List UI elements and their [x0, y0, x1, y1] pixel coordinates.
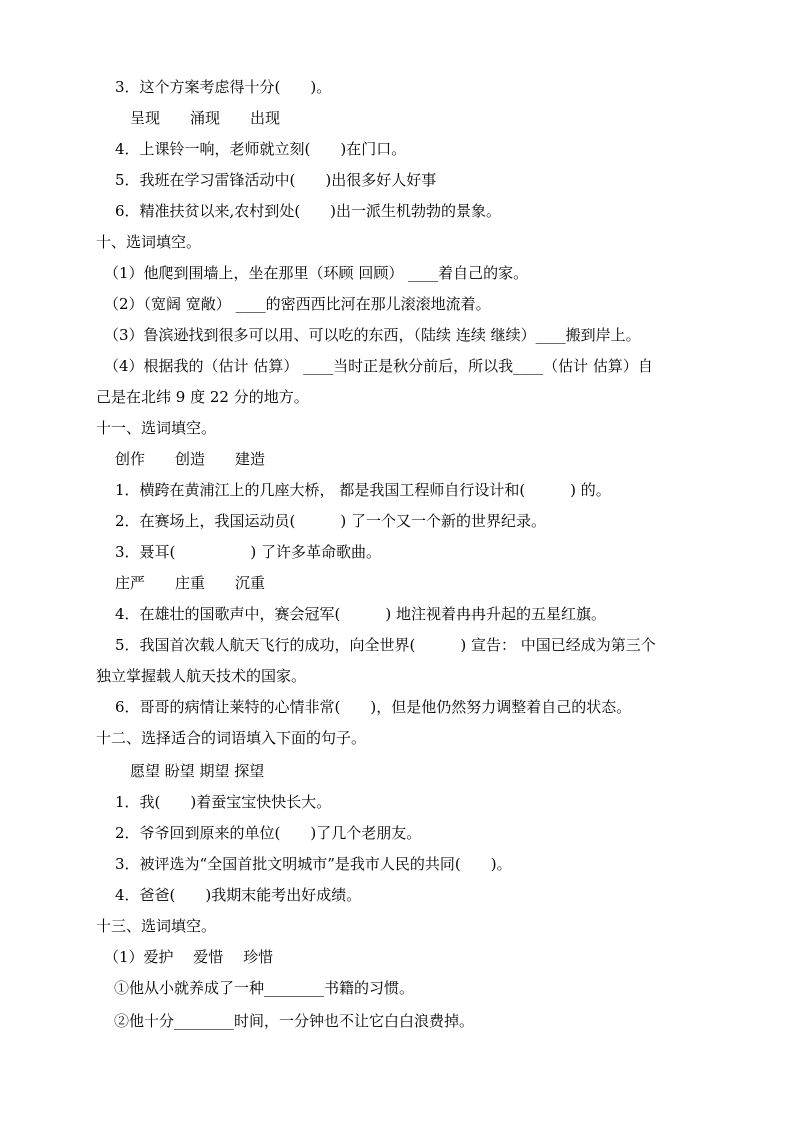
q10-item-2: （2）（宽阔 宽敞） ____的密西西比河在那儿滚滚地流着。	[104, 295, 491, 313]
q13-item-2: ②他十分________时间，一分钟也不让它白白浪费掉。	[114, 1012, 475, 1030]
q12-item-1: 1．我( )着蚕宝宝快快长大。	[115, 793, 332, 811]
word-choices: 创作 创造 建造	[115, 450, 266, 468]
q10-item-1: （1）他爬到围墙上，坐在那里（环顾 回顾） ____着自己的家。	[104, 264, 529, 282]
q11-item-4: 4．在雄壮的国歌声中，赛会冠军( ) 地注视着冉冉升起的五星红旗。	[115, 605, 607, 623]
q13-part-1-choices: （1）爱护 爱惜 珍惜	[104, 948, 274, 966]
q9-item-3: 3．这个方案考虑得十分( )。	[115, 78, 332, 96]
word-choices: 庄严 庄重 沉重	[115, 574, 266, 592]
q11-item-5-cont: 独立掌握载人航天技术的国家。	[96, 667, 307, 685]
q10-item-3: （3）鲁滨逊找到很多可以用、可以吃的东西，（陆续 连续 继续）____搬到岸上。	[104, 326, 641, 344]
q13-item-1: ①他从小就养成了一种________书籍的习惯。	[114, 979, 415, 997]
q9-item-6: 6．精准扶贫以来,农村到处( )出一派生机勃勃的景象。	[115, 202, 502, 220]
section-13-heading: 十三、选词填空。	[96, 917, 217, 935]
q12-item-4: 4．爸爸( )我期末能考出好成绩。	[115, 886, 362, 904]
q10-item-4: （4）根据我的（估计 估算） ____当时正是秋分前后，所以我____（估计 估算）自	[104, 357, 653, 375]
q11-item-3: 3．聂耳( ) 了许多革命歌曲。	[115, 543, 382, 561]
section-12-heading: 十二、选择适合的词语填入下面的句子。	[96, 729, 367, 747]
section-11-heading: 十一、选词填空。	[96, 419, 217, 437]
q11-item-6: 6．哥哥的病情让莱特的心情非常( )，但是他仍然努力调整着自己的状态。	[115, 698, 632, 716]
q9-item-4: 4．上课铃一响，老师就立刻( )在门口。	[115, 140, 407, 158]
section-10-heading: 十、选词填空。	[96, 233, 202, 251]
q9-item-5: 5．我班在学习雷锋活动中( )出很多好人好事	[115, 171, 437, 189]
q12-item-3: 3．被评选为“全国首批文明城市”是我市人民的共同( )。	[115, 855, 512, 873]
q11-item-1: 1．横跨在黄浦江上的几座大桥， 都是我国工程师自行设计和( ) 的。	[115, 481, 611, 499]
q11-item-5: 5．我国首次载人航天飞行的成功，向全世界( ) 宣告： 中国已经成为第三个	[115, 636, 656, 654]
q12-item-2: 2．爷爷回到原来的单位( )了几个老朋友。	[115, 824, 422, 842]
word-choices: 呈现 涌现 出现	[130, 109, 281, 127]
q10-item-4-cont: 己是在北纬 9 度 22 分的地方。	[96, 388, 309, 406]
word-choices: 愿望 盼望 期望 探望	[130, 762, 265, 780]
q11-item-2: 2．在赛场上，我国运动员( ) 了一个又一个新的世界纪录。	[115, 512, 547, 530]
